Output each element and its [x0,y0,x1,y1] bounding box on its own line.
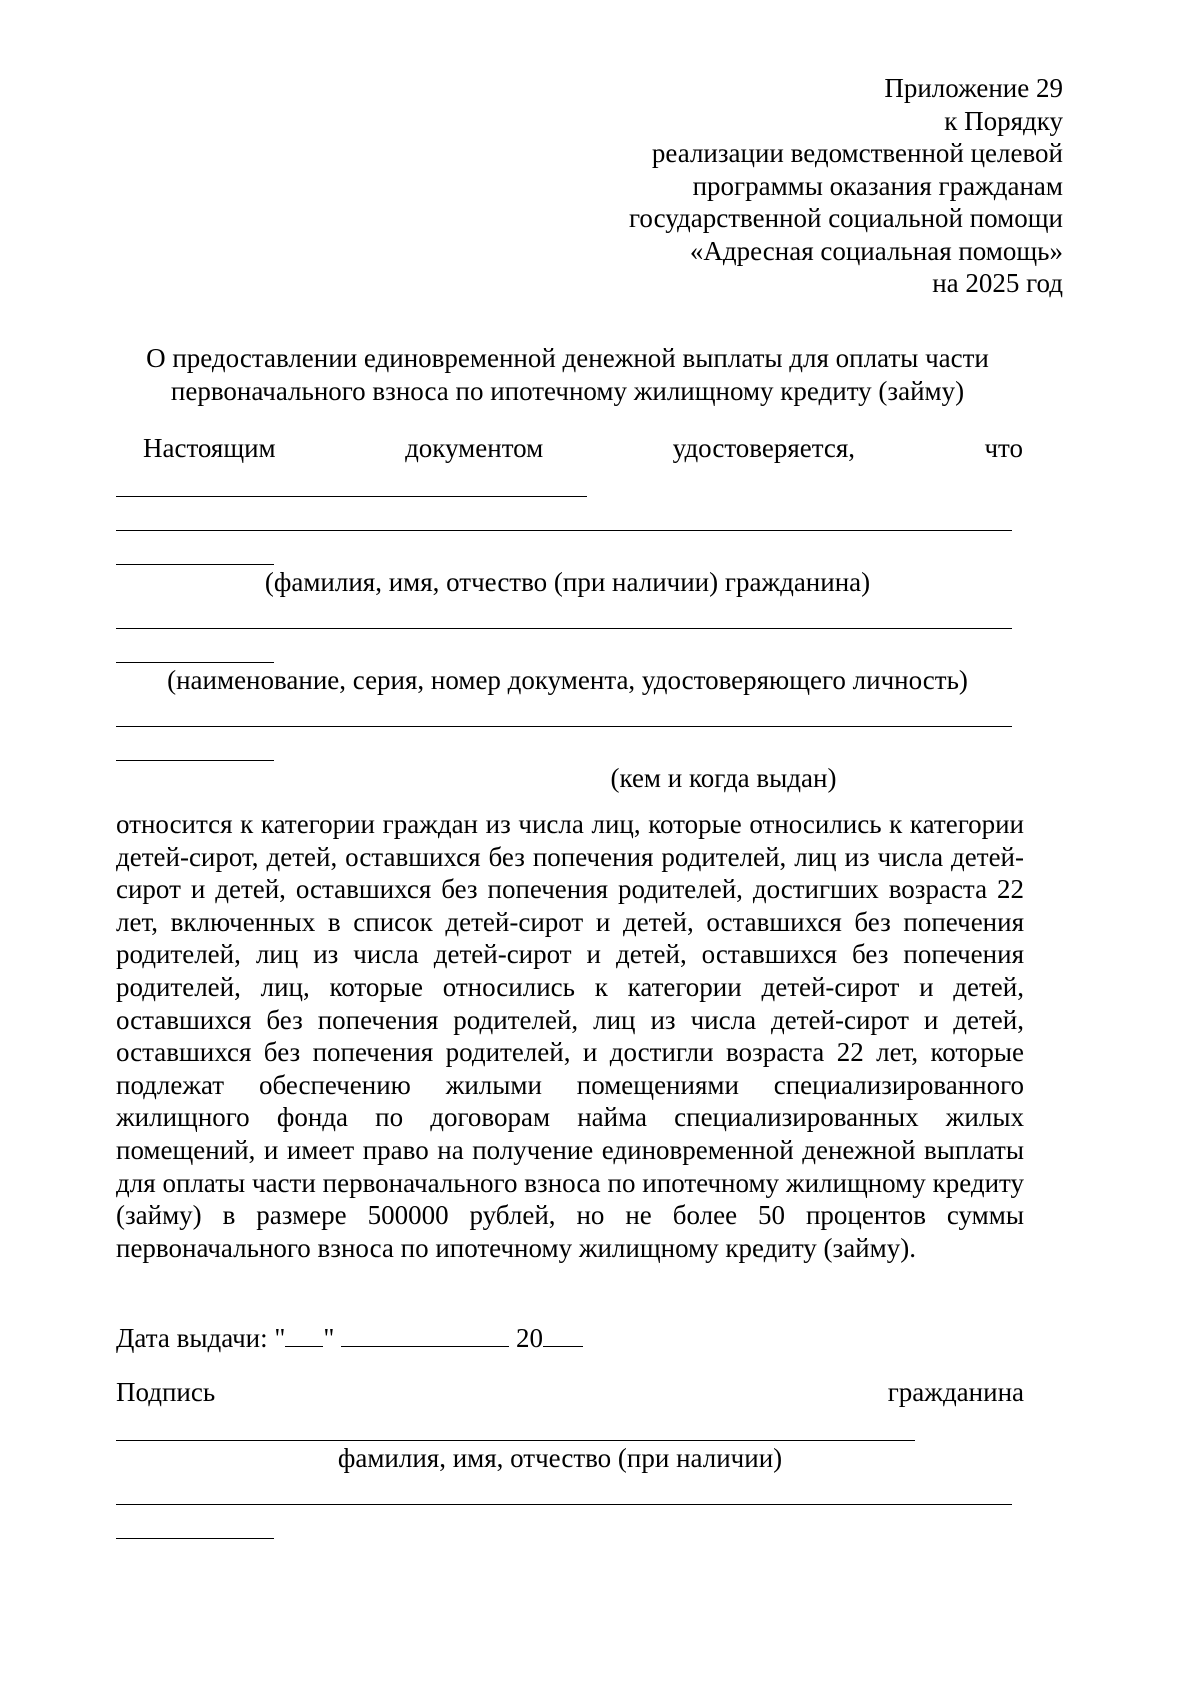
name-fill-line[interactable] [116,530,1012,531]
name-fill-line[interactable] [116,564,274,565]
issued-by-fill-line[interactable] [116,760,274,761]
appendix-line: реализации ведомственной целевой [651,138,1063,168]
issued-by-caption: (кем и когда выдан) [610,763,837,793]
issue-date-label: Дата выдачи: [116,1323,268,1353]
appendix-line: программы оказания гражданам [692,170,1063,201]
signature-row [116,1376,1024,1409]
full-name-caption: (фамилия, имя, отчество (при наличии) гражданина) [264,567,871,597]
issue-month-blank[interactable] [341,1324,509,1347]
quote-close: " [323,1323,335,1353]
issued-by-fill-line[interactable] [116,726,1012,727]
title-line-1: О предоставлении единовременной денежной выплаты для оплаты части [146,343,989,373]
signature-name-caption: фамилия, имя, отчество (при наличии) [337,1443,783,1473]
id-document-caption: (наименование, серия, номер документа, удостоверяющего личность) [167,665,968,695]
issue-century: 20 [515,1323,543,1353]
certify-sentence [143,432,1023,465]
certify-word: документом [405,433,544,463]
certify-word: Настоящим [143,433,276,463]
signature-fill-line[interactable] [116,1440,915,1441]
signature-name-fill-line[interactable] [116,1538,274,1539]
title-line-2: первоначального взноса по ипотечному жилищному кредиту (займу) [170,375,965,406]
name-fill-line[interactable] [116,496,587,497]
appendix-line: Приложение 29 [884,73,1063,103]
appendix-line: «Адресная социальная помощь» [689,235,1063,266]
quote-open: " [274,1323,286,1353]
issue-year-blank[interactable] [543,1324,583,1347]
id-document-fill-line[interactable] [116,662,274,663]
issue-date-row [116,1322,583,1355]
issue-day-blank[interactable] [285,1324,323,1347]
body-paragraph: относится к категории граждан из числа лиц, которые относились к категории детей-сирот, детей, оставшихся без попечения родителей, лиц из числа детей-сирот и детей, оставшихся без попечения родителей, достигших возраста 22 лет, включенных в список детей-сирот и детей, оставшихся без попечения родителей, лиц из числа детей-сирот и детей, оставшихся без попечения родителей, лиц, которые относились к категории детей-сирот и детей, оставшихся без попечения родителей, лиц из числа детей-сирот и детей, оставшихся без попечения родителей, и достигли возраста 22 лет, которые подлежат обеспечению жилыми помещениями специализированного жилищного фонда по договорам найма специализированных жилых помещений, и имеет право на получение единовременной денежной выплаты для оплаты части первоначального взноса по ипотечному жилищному кредиту (займу) в размере 500000 рублей, но не более 50 процентов суммы первоначального взноса по ипотечному жилищному кредиту (займу). [116,809,1024,1263]
appendix-line: государственной социальной помощи [629,203,1063,233]
signature-label: Подпись [116,1377,216,1407]
certify-word: удостоверяется, [672,433,856,463]
appendix-header [463,72,1063,300]
document-title [100,342,1035,407]
signature-name-fill-line[interactable] [116,1504,1012,1505]
certify-word: что [984,433,1023,463]
id-document-fill-line[interactable] [116,628,1012,629]
appendix-line: на 2025 год [932,268,1063,298]
appendix-line: к Порядку [944,105,1063,136]
signature-citizen-label: гражданина [887,1377,1024,1407]
